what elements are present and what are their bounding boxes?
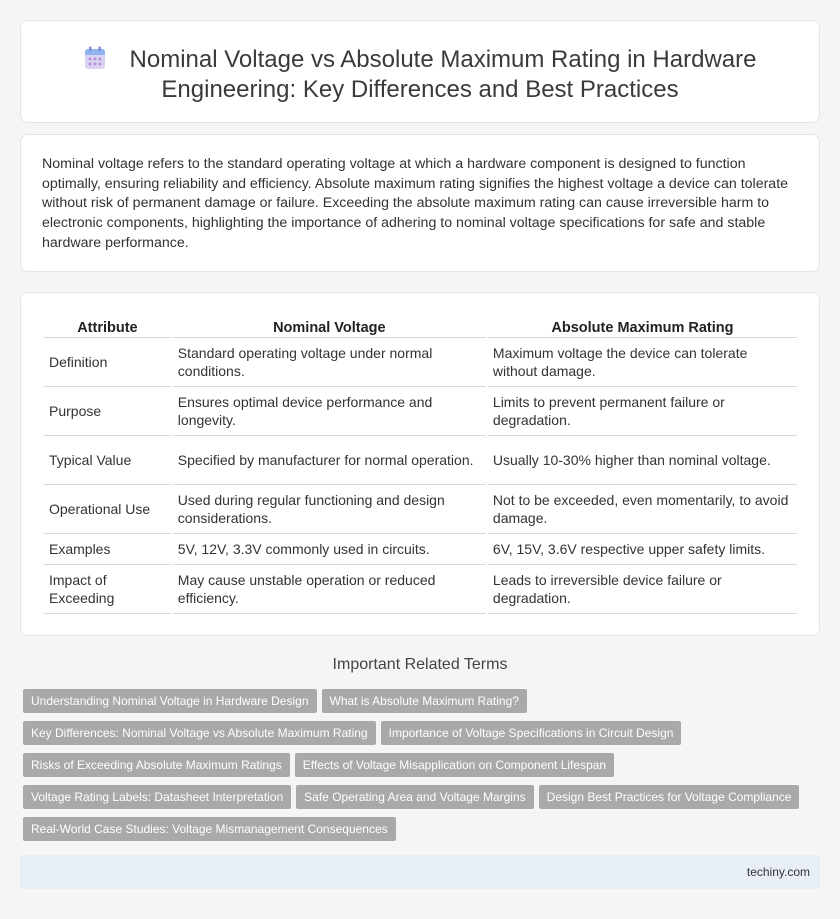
header-attribute: Attribute bbox=[44, 318, 171, 338]
related-term-chip[interactable]: Real-World Case Studies: Voltage Mismanagement Consequences bbox=[23, 817, 396, 841]
row-attribute: Purpose bbox=[44, 387, 171, 436]
table-header-row bbox=[44, 318, 797, 338]
intro-card bbox=[20, 134, 820, 272]
row-attribute: Operational Use bbox=[44, 485, 171, 534]
row-absolute-max: 6V, 15V, 3.6V respective upper safety limits. bbox=[488, 534, 797, 565]
table-row bbox=[44, 534, 797, 565]
row-attribute: Examples bbox=[44, 534, 171, 565]
row-absolute-max: Not to be exceeded, even momentarily, to avoid damage. bbox=[488, 485, 797, 534]
related-terms-list bbox=[23, 689, 813, 849]
footer-site-link[interactable]: techiny.com bbox=[746, 865, 810, 879]
comparison-table bbox=[42, 318, 799, 614]
header-nominal-voltage: Nominal Voltage bbox=[173, 318, 486, 338]
chip-row bbox=[23, 817, 813, 849]
table-row bbox=[44, 387, 797, 436]
calendar-icon bbox=[84, 46, 106, 70]
related-term-chip[interactable]: Risks of Exceeding Absolute Maximum Ratings bbox=[23, 753, 290, 777]
related-term-chip[interactable]: Voltage Rating Labels: Datasheet Interpretation bbox=[23, 785, 291, 809]
related-term-chip[interactable]: Design Best Practices for Voltage Compliance bbox=[539, 785, 800, 809]
row-nominal: Specified by manufacturer for normal operation. bbox=[173, 436, 486, 485]
related-term-chip[interactable]: Key Differences: Nominal Voltage vs Absolute Maximum Rating bbox=[23, 721, 376, 745]
title-wrap bbox=[21, 45, 819, 105]
page-title bbox=[84, 45, 757, 105]
row-absolute-max: Leads to irreversible device failure or degradation. bbox=[488, 565, 797, 614]
table-row bbox=[44, 565, 797, 614]
title-card bbox=[20, 20, 820, 123]
row-absolute-max: Limits to prevent permanent failure or degradation. bbox=[488, 387, 797, 436]
related-term-chip[interactable]: What is Absolute Maximum Rating? bbox=[322, 689, 527, 713]
chip-row bbox=[23, 689, 813, 721]
table-row bbox=[44, 436, 797, 485]
comparison-table-card bbox=[20, 292, 820, 636]
related-term-chip[interactable]: Understanding Nominal Voltage in Hardware Design bbox=[23, 689, 317, 713]
related-term-chip[interactable]: Effects of Voltage Misapplication on Component Lifespan bbox=[295, 753, 614, 777]
row-attribute: Typical Value bbox=[44, 436, 171, 485]
chip-row bbox=[23, 721, 813, 753]
related-terms-title: Important Related Terms bbox=[332, 656, 508, 673]
row-attribute: Impact of Exceeding bbox=[44, 565, 171, 614]
page-title-line2: Engineering: Key Differences and Best Practices bbox=[161, 76, 679, 103]
footer bbox=[20, 855, 820, 889]
related-term-chip[interactable]: Importance of Voltage Specifications in Circuit Design bbox=[381, 721, 682, 745]
row-attribute: Definition bbox=[44, 338, 171, 387]
chip-row bbox=[23, 753, 813, 785]
row-nominal: May cause unstable operation or reduced efficiency. bbox=[173, 565, 486, 614]
chip-row bbox=[23, 785, 813, 817]
row-nominal: Standard operating voltage under normal conditions. bbox=[173, 338, 486, 387]
row-nominal: Used during regular functioning and design considerations. bbox=[173, 485, 486, 534]
row-nominal: 5V, 12V, 3.3V commonly used in circuits. bbox=[173, 534, 486, 565]
row-nominal: Ensures optimal device performance and longevity. bbox=[173, 387, 486, 436]
related-term-chip[interactable]: Safe Operating Area and Voltage Margins bbox=[296, 785, 533, 809]
header-absolute-maximum-rating: Absolute Maximum Rating bbox=[488, 318, 797, 338]
row-absolute-max: Usually 10-30% higher than nominal voltage. bbox=[488, 436, 797, 485]
row-absolute-max: Maximum voltage the device can tolerate without damage. bbox=[488, 338, 797, 387]
intro-paragraph: Nominal voltage refers to the standard operating voltage at which a hardware component is designed to function optimally, ensuring reliability and efficiency. Absolute maximum rating signifies the highest voltage a device can tolerate without risk of permanent damage or failure. Exceeding the absolute maximum rating can cause irreversible harm to electronic components, highlighting the importance of adhering to nominal voltage specifications for safe and stable hardware performance. bbox=[42, 156, 789, 251]
page-title-line1: Nominal Voltage vs Absolute Maximum Rating in Hardware bbox=[129, 46, 757, 73]
table-row bbox=[44, 485, 797, 534]
table-row bbox=[44, 338, 797, 387]
